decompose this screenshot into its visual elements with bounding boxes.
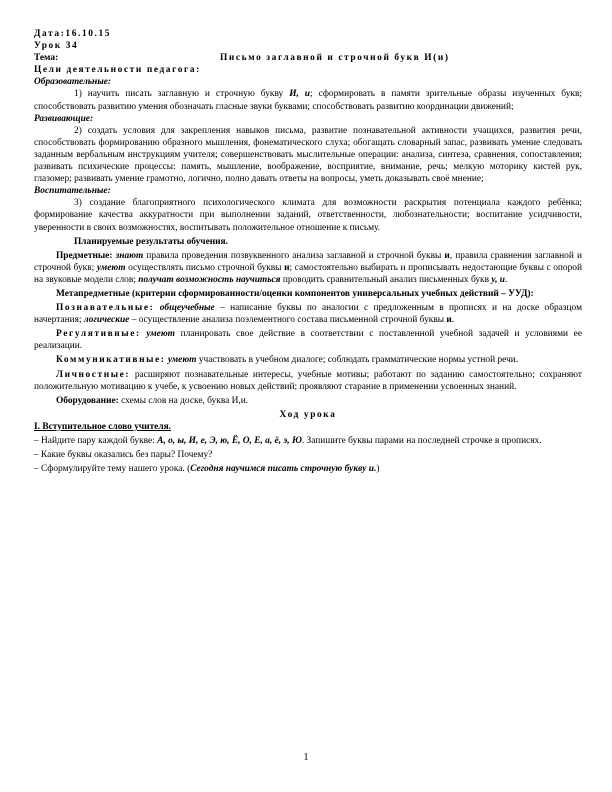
subject-text-c: осуществлять письмо строчной буквы <box>125 262 285 273</box>
equipment-label: Оборудование: <box>56 395 119 406</box>
topic-label: Тема: <box>34 53 59 64</box>
equipment-line <box>34 395 582 407</box>
lesson-number: Урок 34 <box>34 41 79 52</box>
intro-question-2b: ) <box>376 464 380 475</box>
personal-results <box>34 369 582 393</box>
subject-label: Предметные: <box>56 250 113 261</box>
educational-label: Образовательные: <box>34 77 112 88</box>
cognitive-letter: и <box>446 315 452 326</box>
communicative-text: участвовать в учебном диалоге; соблюдать грамматические нормы устной речи. <box>196 355 519 366</box>
regulative-label: Регулятивные: <box>56 329 141 340</box>
personal-text: расширяют познавательные интересы, учебные мотивы; работают по заданию самостоятельно; сохраняют положительную мотивацию к учебе, к усвоению новых действий; проявляют старание в применении усвоенных знаний. <box>34 369 582 392</box>
intro-question-2 <box>34 463 582 475</box>
regulative-text: планировать свое действие в соответствии с поставленной учебной задачей и условиями ее реализации. <box>34 329 583 352</box>
date-line: Дата:16.10.15 <box>34 29 112 39</box>
educational-text-b: ; сформировать в памяти зрительные образы изученных букв; способствовать развитию умения обозначать гласные звуки буквами; способствовать развитию координации движений; <box>34 89 582 112</box>
subject-opportunity: получат возможность научиться <box>138 274 281 285</box>
metasubject-heading: Метапредметные (критерии сформированности/оценки компонентов универсальных учебных действий – УУД): <box>56 288 534 299</box>
developmental-label: Развивающие: <box>34 113 94 124</box>
intro-question-hint: Сегодня научимся писать строчную букву и. <box>190 464 377 475</box>
personal-label: Личностные: <box>56 369 131 380</box>
intro-question-1: – Какие буквы оказались без пары? Почему? <box>34 450 213 461</box>
cognitive-text-a: – написание буквы по аналогии с предложенным в прописях и на доске образцом начертания; <box>34 303 583 326</box>
intro-task <box>34 435 582 447</box>
educational-goals <box>34 88 582 112</box>
subject-know: знают <box>115 250 144 261</box>
cognitive-text-end: . <box>451 315 455 326</box>
upbringing-goals: 3) создание благоприятного психологического климата для возможности раскрытия потенциала каждого ребёнка; формирование качества аккуратности при выполнении заданий, ответственности, любознательности; воспитание усидчивости, уверенности в своих возможностях, воспитывать положительное отношение к письму. <box>34 198 582 233</box>
subject-text-e: проводить сравнительный анализ письменных букв <box>280 274 492 285</box>
intro-task-b: . Запишите буквы парами на последней строчке в прописях. <box>301 436 542 446</box>
planned-results-heading: Планируемые результаты обучения. <box>74 236 228 247</box>
topic-line <box>34 52 582 64</box>
developmental-goals: 2) создать условия для закрепления навыков письма, развитие познавательной активности учащихся, развития речи, способствовать формированию образного мышления, фонематического слуха; обогащать словарный запас, развивать умение следовать заданным вербальным инструкциям учителя; совершенствовать мыслительные операции: анализа, синтеза, сравнения, сопоставления; развивать психические процессы: память, мышление, воображение, восприятие, внимание, речь; мелкую моторику кистей рук, глазомер; развивать умение грамотно, логично, полно давать ответы на вопросы, уметь доказывать своё мнение; <box>34 125 582 185</box>
cognitive-general: общеучебные <box>159 303 215 314</box>
page-number: 1 <box>303 752 309 763</box>
communicative-label: Коммуникативные: <box>56 355 166 366</box>
cognitive-results <box>34 302 582 326</box>
subject-can: умеют <box>96 262 126 273</box>
cognitive-label: Познавательные: <box>56 303 155 314</box>
lesson-course-heading: Ход урока <box>279 409 337 420</box>
regulative-can: умеют <box>146 329 175 340</box>
subject-letter-i-2: и <box>284 262 290 273</box>
intro-question-2a: – Сформулируйте тему нашего урока. ( <box>34 464 191 475</box>
subject-text-d: ; самостоятельно выбирать и прописывать недостающие буквы с опорой на звуковые модели слов; <box>34 262 583 285</box>
intro-task-a: – Найдите пару каждой букве: <box>34 436 158 446</box>
document-body <box>34 28 582 475</box>
educational-text-a: 1) научить писать заглавную и строчную букву <box>74 89 290 100</box>
cognitive-logical: логические <box>83 315 130 326</box>
goals-heading: Цели деятельности педагога: <box>34 65 201 76</box>
topic-title: Письмо заглавной и строчной букв И(и) <box>220 53 450 64</box>
regulative-results <box>34 328 582 352</box>
subject-text-end: . <box>505 274 508 285</box>
communicative-results <box>34 354 582 366</box>
equipment-text: схемы слов на доске, буква И,и. <box>118 395 249 406</box>
subject-letters-end: у, и <box>491 274 505 285</box>
subject-results <box>34 250 582 286</box>
intro-heading: I. Вступительное слово учителя. <box>34 421 172 432</box>
communicative-can: умеют <box>167 355 197 366</box>
intro-letters: А, о, ы, И, е, Э, ю, Ё, О, Е, а, ё, э, Ю <box>157 436 302 446</box>
subject-letter-i: и <box>444 250 450 261</box>
subject-text-b: , правила сравнения заглавной и строчной букв; <box>34 250 582 273</box>
cognitive-text-b: – осуществление анализа поэлементного состава письменной строчной буквы <box>129 315 447 326</box>
subject-text-a: правила проведения позвуквенного анализа заглавной и строчной буквы <box>143 250 445 261</box>
educational-letters: И, и <box>289 89 311 100</box>
upbringing-label: Воспитательные: <box>34 186 111 197</box>
